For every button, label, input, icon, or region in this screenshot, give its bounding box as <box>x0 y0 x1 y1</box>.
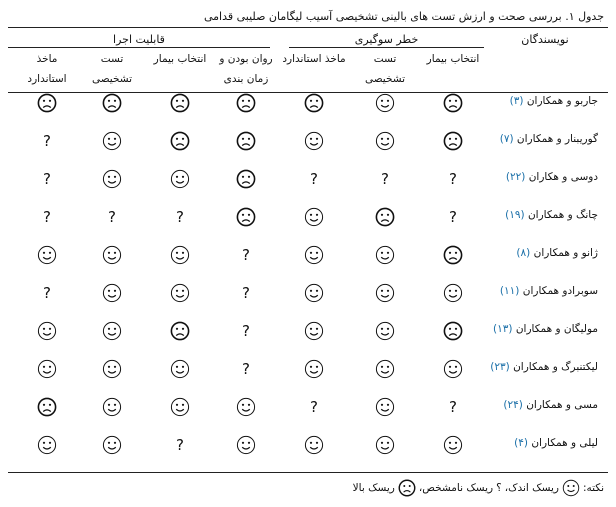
legend-unclear-symbol: ؟ <box>496 482 502 494</box>
top-rule <box>8 27 608 28</box>
unclear-risk-mark <box>372 166 398 192</box>
happy-face-icon <box>34 432 60 458</box>
reference-number: (۱۹) <box>505 209 525 221</box>
row-author <box>473 171 598 183</box>
question-mark: ? <box>242 284 250 302</box>
happy-face-icon <box>99 166 125 192</box>
happy-face-icon <box>167 280 193 306</box>
row-author <box>473 323 598 335</box>
question-mark: ? <box>43 132 51 150</box>
author-name: دوسی و هکاران <box>528 171 598 183</box>
question-mark: ? <box>381 170 389 188</box>
unclear-risk-mark <box>440 204 466 230</box>
happy-face-icon <box>301 432 327 458</box>
happy-face-icon <box>99 394 125 420</box>
reference-number: (۴) <box>514 437 528 449</box>
happy-face-icon <box>372 242 398 268</box>
happy-face-icon <box>167 242 193 268</box>
question-mark: ? <box>242 360 250 378</box>
question-mark: ? <box>242 322 250 340</box>
author-name: لیکتنبرگ و همکاران <box>513 361 598 373</box>
happy-face-icon <box>301 128 327 154</box>
question-mark: ? <box>176 208 184 226</box>
legend-unclear: ریسک نامشخص، <box>418 482 494 494</box>
happy-face-icon <box>440 356 466 382</box>
reference-number: (۳) <box>509 95 524 107</box>
happy-face-icon <box>372 280 398 306</box>
question-mark: ? <box>43 170 51 188</box>
sad-face-icon <box>372 204 398 230</box>
row-author <box>473 209 598 221</box>
question-mark: ? <box>108 208 116 226</box>
happy-face-icon <box>167 166 193 192</box>
question-mark: ? <box>43 284 51 302</box>
row-author <box>473 247 598 259</box>
column-header-line: زمان بندی <box>223 73 269 85</box>
unclear-risk-mark <box>167 204 193 230</box>
happy-face-icon <box>99 280 125 306</box>
legend-prefix: نکته: <box>582 482 604 494</box>
column-header-line: تشخیصی <box>91 73 133 85</box>
happy-face-icon <box>99 128 125 154</box>
unclear-risk-mark <box>233 318 259 344</box>
question-mark: ? <box>449 208 457 226</box>
happy-face-icon <box>301 204 327 230</box>
happy-face-icon <box>301 280 327 306</box>
legend-high: ریسک بالا <box>352 482 395 494</box>
column-header-line: ماخذ استاندارد <box>282 53 346 65</box>
sad-face-icon <box>440 242 466 268</box>
column-header <box>144 49 216 69</box>
author-name: ژانو و همکاران <box>533 247 598 259</box>
question-mark: ? <box>43 208 51 226</box>
sad-face-icon <box>99 90 125 116</box>
unclear-risk-mark <box>440 166 466 192</box>
happy-face-icon <box>233 394 259 420</box>
column-header <box>76 49 148 89</box>
unclear-risk-mark <box>167 432 193 458</box>
happy-face-icon <box>372 128 398 154</box>
sad-face-icon <box>167 128 193 154</box>
happy-face-icon <box>34 356 60 382</box>
question-mark: ? <box>310 398 318 416</box>
header-group-applicability: قابلیت اجرا <box>113 33 165 46</box>
column-header-line: استاندارد <box>27 73 67 85</box>
happy-face-icon <box>440 280 466 306</box>
sad-face-icon <box>34 90 60 116</box>
column-header-line: تست <box>373 53 397 65</box>
column-header-line: انتخاب بیمار <box>153 53 207 65</box>
column-header-line: تست <box>100 53 124 65</box>
question-mark: ? <box>310 170 318 188</box>
author-name: چانگ و همکاران <box>527 209 598 221</box>
reference-number: (۲۳) <box>490 361 510 373</box>
reference-number: (۸) <box>516 247 531 259</box>
sad-face-icon <box>440 90 466 116</box>
header-authors: نویسندگان <box>521 33 569 46</box>
sad-face-icon <box>233 128 259 154</box>
question-mark: ? <box>449 398 457 416</box>
column-header-line: تشخیصی <box>364 73 406 85</box>
happy-face-icon <box>372 318 398 344</box>
column-header <box>210 49 282 89</box>
author-name: گوریبنار و همکاران <box>516 133 598 145</box>
unclear-risk-mark <box>34 204 60 230</box>
row-author <box>473 133 598 145</box>
column-header-line: انتخاب بیمار <box>426 53 480 65</box>
happy-face-icon <box>372 356 398 382</box>
row-author <box>473 285 598 297</box>
author-name: لیلی و همکاران <box>531 437 598 449</box>
column-header <box>278 49 350 69</box>
author-name: جاربو و همکاران <box>526 95 598 107</box>
unclear-risk-mark <box>233 356 259 382</box>
reference-number: (۱۱) <box>499 285 520 297</box>
column-header-line: ماخذ <box>36 53 58 65</box>
happy-face-icon <box>372 432 398 458</box>
applicability-group-rule <box>8 47 270 48</box>
happy-face-icon <box>167 394 193 420</box>
bottom-rule <box>8 472 608 473</box>
author-name: مولیگان و همکاران <box>515 323 598 335</box>
happy-face-icon <box>440 432 466 458</box>
legend-low: ریسک اندک، <box>504 482 559 494</box>
column-header-line: روان بودن و <box>219 53 273 65</box>
happy-face-icon <box>233 432 259 458</box>
reference-number: (۱۳) <box>492 323 513 335</box>
table-figure <box>8 0 608 507</box>
sad-face-icon <box>34 394 60 420</box>
unclear-risk-mark <box>301 166 327 192</box>
reference-number: (۷) <box>499 133 514 145</box>
question-mark: ? <box>449 170 457 188</box>
unclear-risk-mark <box>34 280 60 306</box>
sad-face-icon <box>440 128 466 154</box>
happy-face-icon <box>99 242 125 268</box>
table-caption: جدول ۱. بررسی صحت و ارزش تست های بالینی تشخیصی آسیب لیگامان صلیبی قدامی <box>203 10 604 23</box>
row-author <box>473 437 598 449</box>
column-header <box>349 49 421 89</box>
happy-face-icon <box>301 318 327 344</box>
legend-happy-icon <box>562 479 580 497</box>
unclear-risk-mark <box>440 394 466 420</box>
reference-number: (۲۴) <box>503 399 523 411</box>
bias-group-rule <box>289 47 484 48</box>
unclear-risk-mark <box>233 280 259 306</box>
happy-face-icon <box>34 318 60 344</box>
column-header <box>417 49 489 69</box>
happy-face-icon <box>301 242 327 268</box>
author-name: مسی و همکاران <box>526 399 598 411</box>
row-author <box>473 95 598 107</box>
happy-face-icon <box>99 356 125 382</box>
happy-face-icon <box>372 394 398 420</box>
happy-face-icon <box>301 356 327 382</box>
happy-face-icon <box>99 432 125 458</box>
happy-face-icon <box>167 356 193 382</box>
question-mark: ? <box>242 246 250 264</box>
sad-face-icon <box>167 318 193 344</box>
question-mark: ? <box>176 436 184 454</box>
happy-face-icon <box>99 318 125 344</box>
legend-note <box>353 479 604 497</box>
sad-face-icon <box>301 90 327 116</box>
sad-face-icon <box>167 90 193 116</box>
unclear-risk-mark <box>233 242 259 268</box>
reference-number: (۲۲) <box>505 171 526 183</box>
sad-face-icon <box>233 166 259 192</box>
row-author <box>473 399 598 411</box>
column-header <box>11 49 83 89</box>
legend-sad-icon <box>398 479 416 497</box>
happy-face-icon <box>372 90 398 116</box>
unclear-risk-mark <box>301 394 327 420</box>
sad-face-icon <box>233 204 259 230</box>
sad-face-icon <box>440 318 466 344</box>
unclear-risk-mark <box>34 166 60 192</box>
happy-face-icon <box>34 242 60 268</box>
header-group-bias: خطر سوگیری <box>354 33 419 46</box>
unclear-risk-mark <box>34 128 60 154</box>
sad-face-icon <box>233 90 259 116</box>
row-author <box>473 361 598 373</box>
author-name: سوبرادو همکاران <box>522 285 598 297</box>
unclear-risk-mark <box>99 204 125 230</box>
